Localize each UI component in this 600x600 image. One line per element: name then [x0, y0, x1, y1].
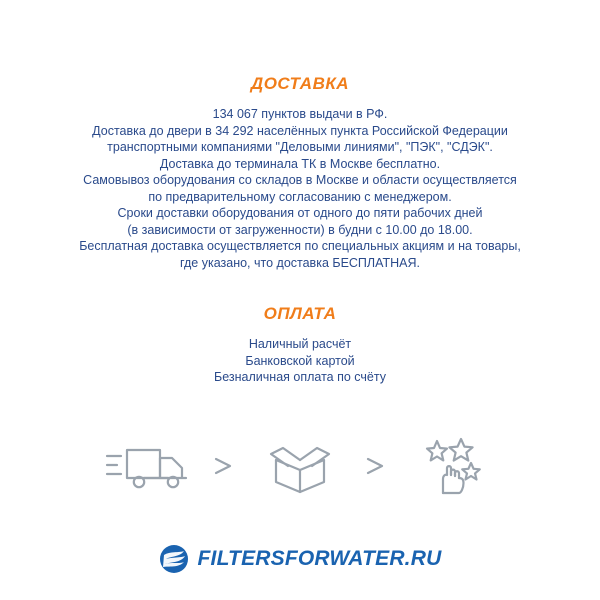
open-box-icon: [257, 434, 343, 498]
delivery-line: Доставка до терминала ТК в Москве бесплатно.: [159, 156, 441, 171]
delivery-line: по предварительному согласованию с менеджером.: [148, 189, 452, 204]
delivery-line: 134 067 пунктов выдачи в РФ.: [212, 107, 388, 121]
payment-section-title: ОПЛАТА: [263, 304, 337, 323]
water-swirl-icon: [159, 544, 189, 574]
process-icon-strip: [105, 434, 495, 498]
arrow-right-icon-2: [363, 446, 389, 486]
delivery-description: [20, 106, 580, 271]
payment-methods-list: [214, 336, 386, 386]
payment-method-item: Банковской картой: [245, 353, 355, 368]
payment-method-item: Наличный расчёт: [248, 337, 352, 351]
delivery-line: Бесплатная доставка осуществляется по специальных акциям и на товары,: [79, 239, 521, 253]
rating-hand-icon: [409, 434, 495, 498]
delivery-line: Сроки доставки оборудования от одного до пяти рабочих дней: [117, 206, 483, 220]
arrow-right-icon: [211, 446, 237, 486]
payment-method-item: Безналичная оплата по счёту: [214, 370, 386, 384]
delivery-line: Доставка до двери в 34 292 населённых пункта Российской Федерации: [92, 123, 508, 138]
delivery-section-title: ДОСТАВКА: [250, 74, 350, 93]
site-logo[interactable]: [0, 544, 600, 574]
delivery-line: транспортными компаниями "Деловыми линиями", "ПЭК", "СДЭК".: [107, 140, 493, 154]
logo-text: FILTERSFORWATER.RU: [197, 547, 442, 570]
delivery-line: Самовывоз оборудования со складов в Москве и области осуществляется: [83, 173, 517, 187]
delivery-truck-icon: [105, 434, 191, 498]
delivery-line: (в зависимости от загруженности) в будни с 10.00 до 18.00.: [127, 222, 473, 237]
delivery-line: где указано, что доставка БЕСПЛАТНАЯ.: [180, 255, 420, 270]
